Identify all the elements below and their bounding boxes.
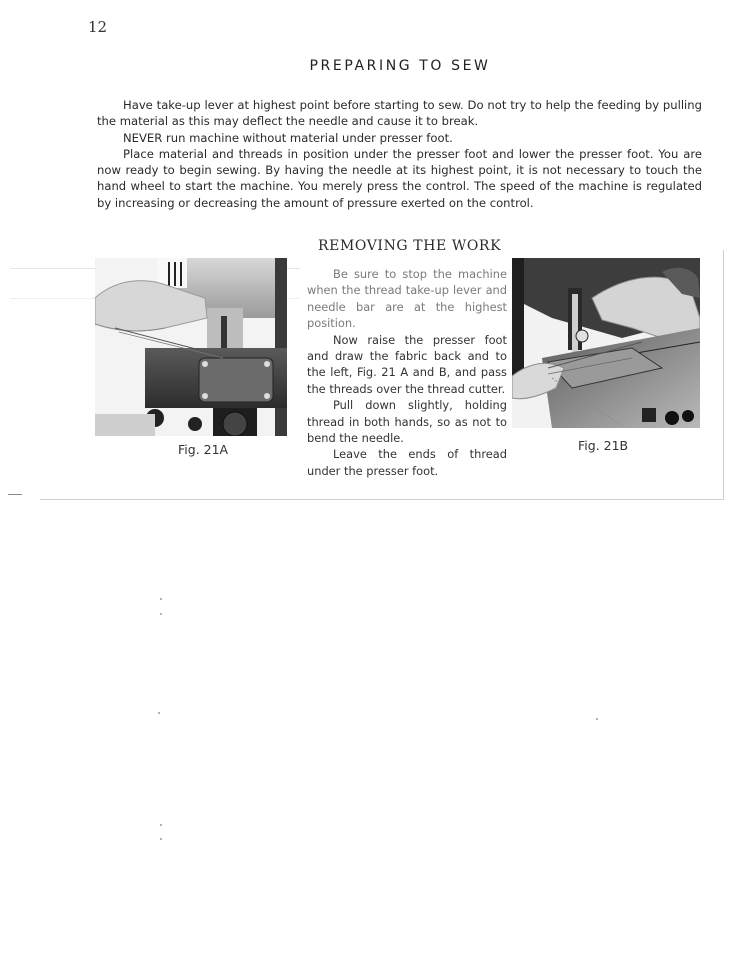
intro-text-block (97, 97, 702, 211)
paragraph-never-run: NEVER run machine without material under presser foot. (123, 130, 453, 145)
paragraph-stop-machine: Be sure to stop the machine when the thread take-up lever and needle bar are at the highest position. (307, 267, 507, 331)
scan-right-border (723, 250, 724, 500)
paragraph-pull-down: Pull down slightly, holding thread in both hands, so as not to bend the needle. (307, 398, 507, 446)
paragraph-place-material: Place material and threads in position under the presser foot and lower the presser foot. You are now ready to begin sewing. By having the needle at its highest point, it is not necessary to touch the hand wheel to start the machine. You merely press the control. The speed of the machine is regulated by increasing or decreasing the amount of pressure exerted on the control. (97, 146, 702, 210)
scan-bottom-border (40, 499, 724, 500)
paragraph-raise-presser-foot: Now raise the presser foot and draw the fabric back and to the left, Fig. 21 A and B, and pass the threads over the thread cutter. (307, 332, 507, 396)
sub-heading-removing: REMOVING THE WORK (318, 238, 502, 254)
paragraph-leave-ends: Leave the ends of thread under the presser foot. (307, 447, 507, 478)
section-heading-preparing: PREPARING TO SEW (309, 58, 491, 74)
figure-21a-photo (95, 258, 287, 436)
page-number: 12 (88, 18, 108, 36)
paragraph-take-up-lever: Have take-up lever at highest point before starting to sew. Do not try to help the feeding by pulling the material as this may deflect the needle and cause it to break. (97, 98, 702, 129)
figure-21b-photo (512, 258, 700, 428)
removing-text-block (307, 266, 507, 479)
figure-21b-caption: Fig. 21B (578, 438, 629, 453)
figure-21a-caption: Fig. 21A (178, 442, 229, 457)
